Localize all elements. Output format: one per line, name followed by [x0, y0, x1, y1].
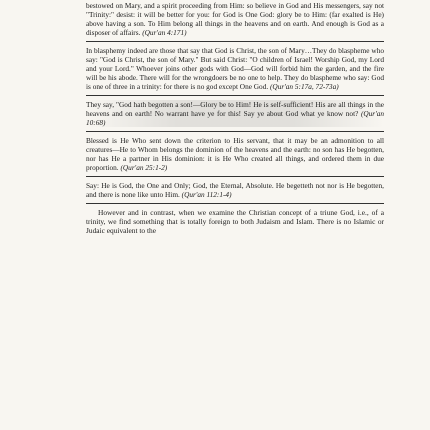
quote-block-25-1	[86, 136, 384, 172]
quote-block-112	[86, 181, 384, 199]
quote-block-10-68	[86, 100, 384, 127]
quote-text: bestowed on Mary, and a spirit proceeding from Him: so believe in God and His messengers, say not "Trinity:" desist: it will be better for you: for God is One God: glory be to Him: (far exalted is He) above having a son. To Him belong all things in the heavens and on earth. And enough is God as a disposer of affairs.	[86, 1, 384, 37]
quran-reference: (Qur'an 112:1-4)	[181, 190, 232, 199]
divider-rule	[86, 176, 384, 177]
quran-reference: (Qur'an 10:68)	[86, 109, 384, 127]
divider-rule	[86, 203, 384, 204]
quote-text: They say, "God hath begotten a son!—Glory be to Him! He is self-sufficient! His are all things in the heavens and on earth! No warrant have ye for this! Say ye about God what ye know not?	[86, 100, 384, 118]
quote-text: Say: He is God, the One and Only; God, the Eternal, Absolute. He begetteth not nor is He begotten, and there is none like unto Him.	[86, 181, 384, 199]
divider-rule	[86, 41, 384, 42]
divider-rule	[86, 95, 384, 96]
quote-block-5-17	[86, 46, 384, 91]
quote-block-4-171	[86, 1, 384, 37]
quran-reference: (Qur'an 5:17a, 72-73a)	[270, 82, 339, 91]
divider-rule	[86, 131, 384, 132]
body-paragraph: However and in contrast, when we examine the Christian concept of a triune God, i.e., of a trinity, we find something that is totally foreign to both Judaism and Islam. There is no Islamic or Judaic equivalent to the	[86, 208, 384, 236]
quote-text: Blessed is He Who sent down the criterion to His servant, that it may be an admonition to all creatures—He to Whom belongs the dominion of the heavens and the earth: no son has He begotten, nor has He a partner in His dominion: it is He Who created all things, and ordered them in due proportion.	[86, 136, 384, 172]
quran-reference: (Qur'an 4:171)	[142, 28, 187, 37]
quote-text: In blasphemy indeed are those that say that God is Christ, the son of Mary…They do blaspheme who say: "God is Christ, the son of Mary." But said Christ: "O children of Israel! Worship God, my Lord and your Lord." Whoever joins other gods with God—God will forbid him the garden, and the fire will be his abode. There will for the wrongdoers be no one to help. They do blaspheme who say: God is one of three in a trinity: for there is no god except One God.	[86, 46, 384, 91]
quran-reference: (Qur'an 25:1-2)	[120, 163, 168, 172]
